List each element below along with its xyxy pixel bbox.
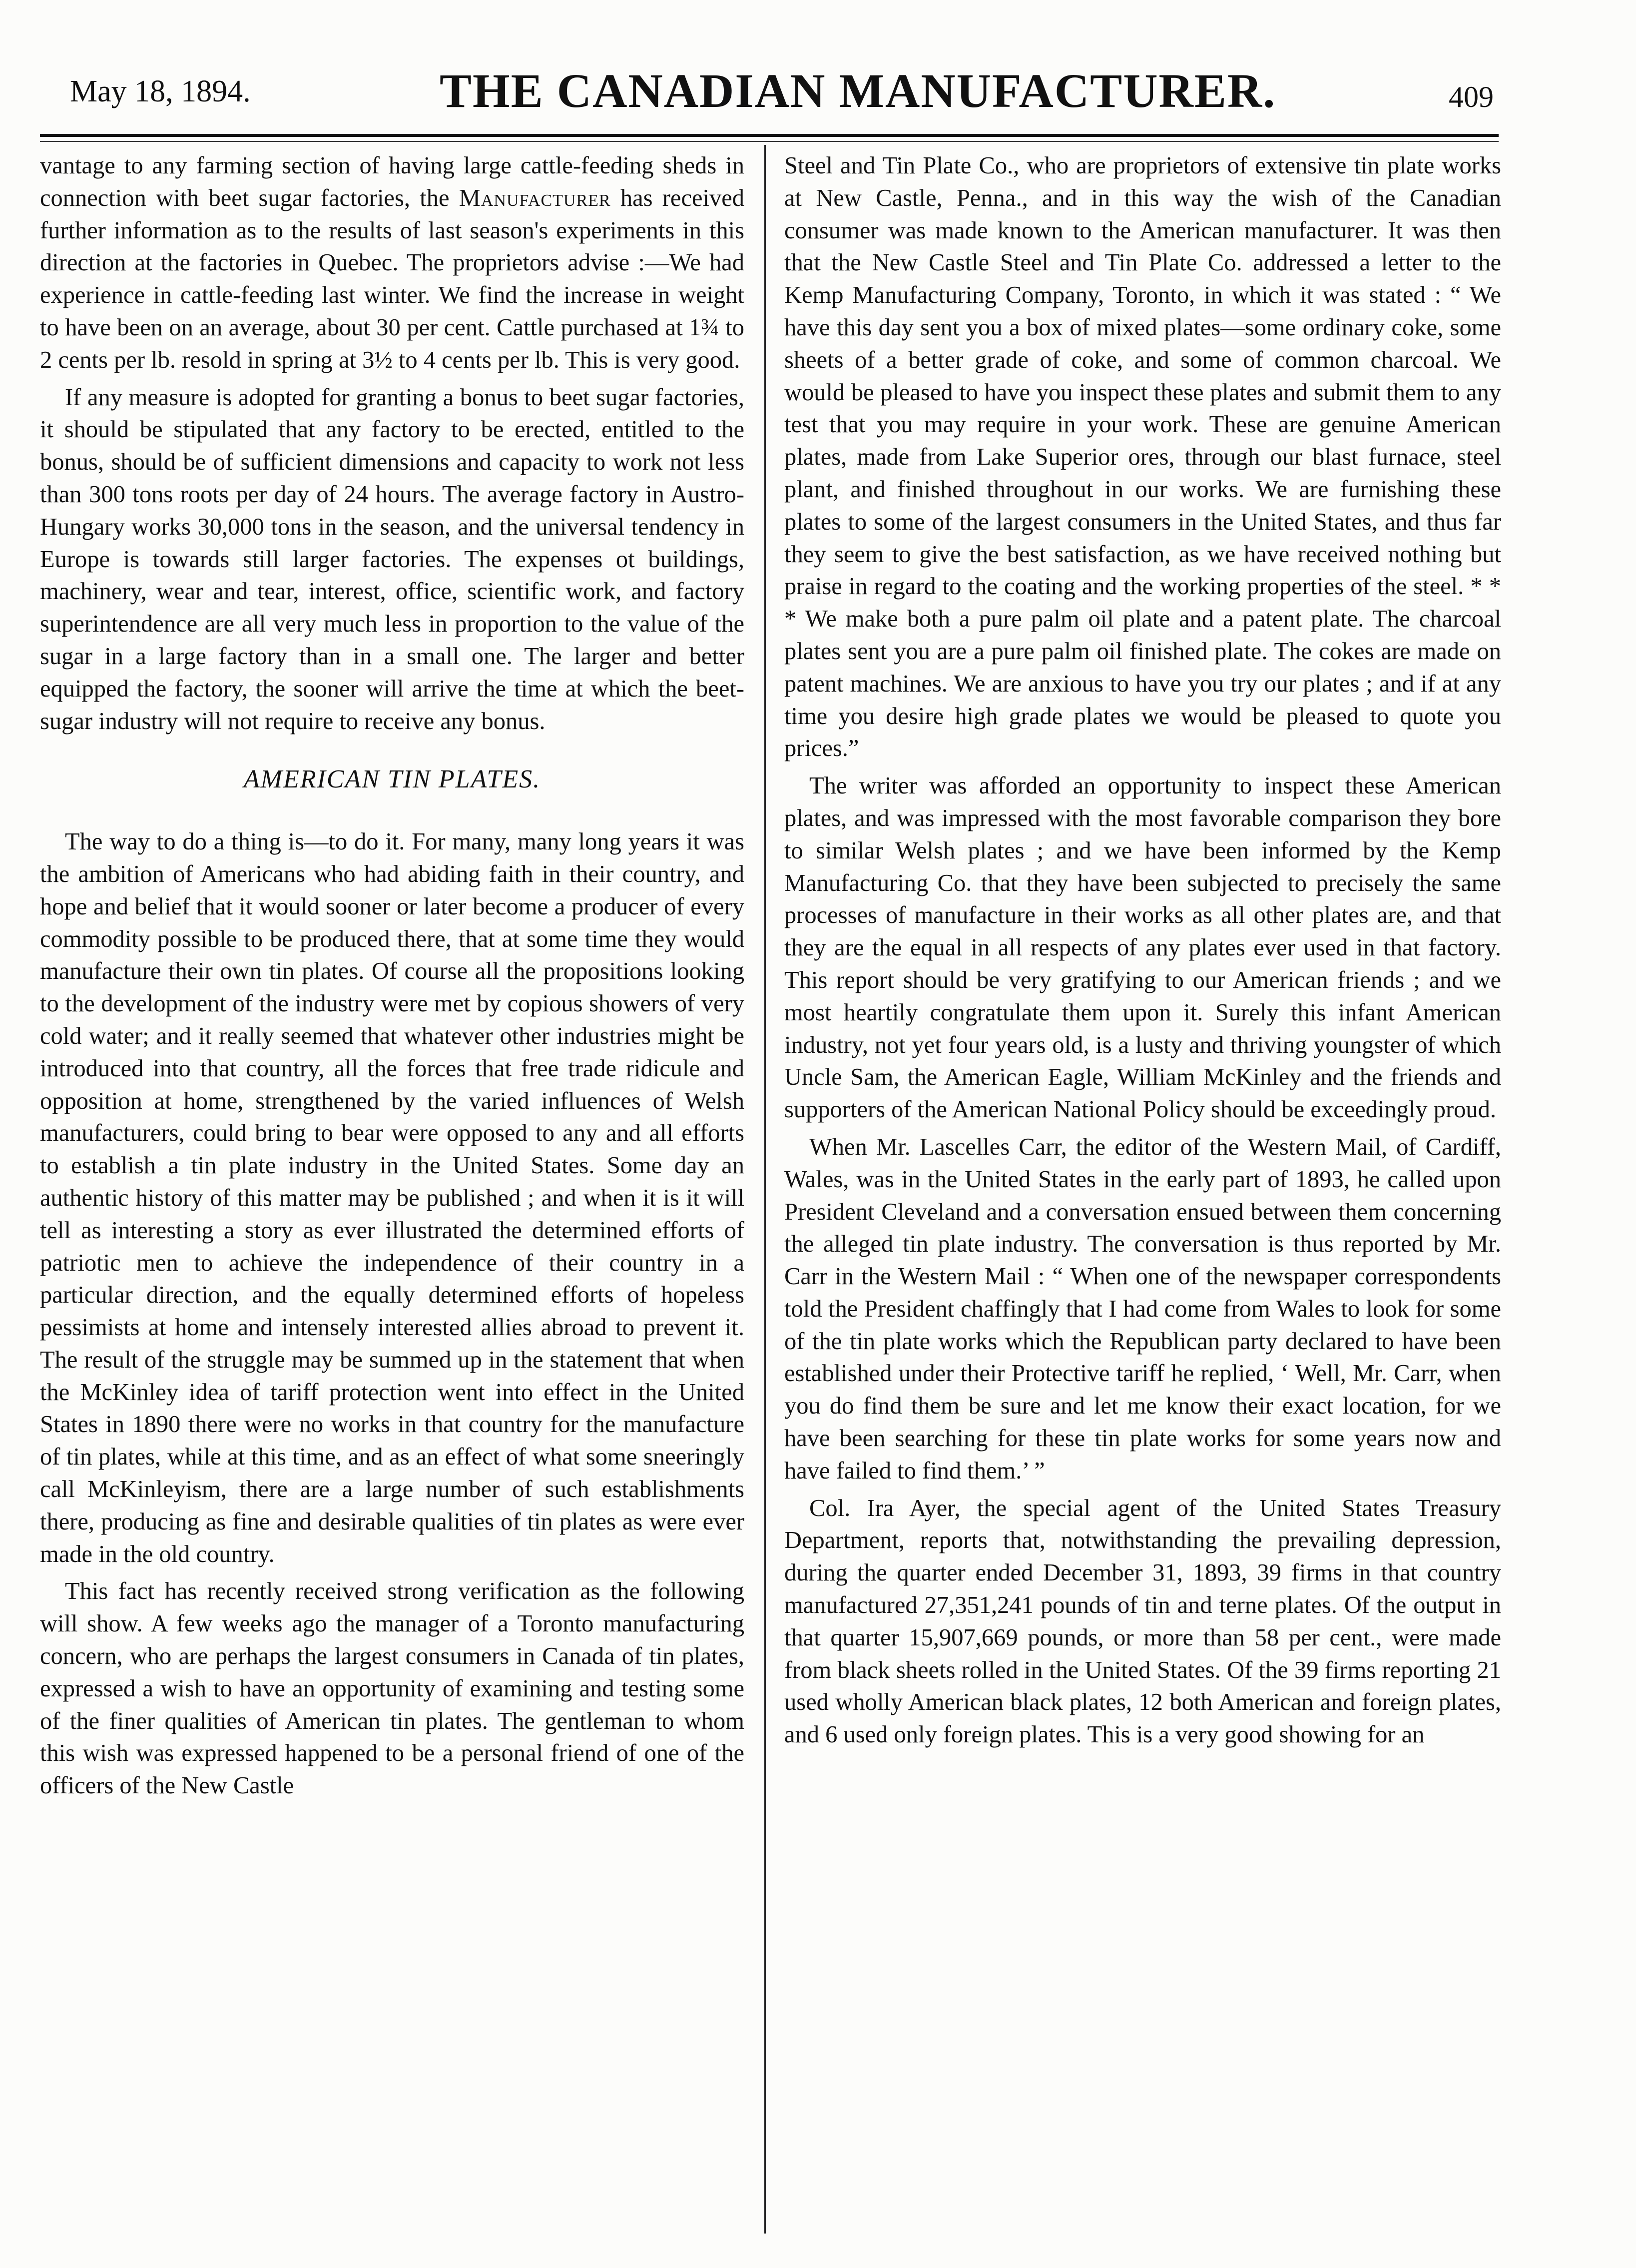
publication-name: Manufacturer [459, 184, 611, 211]
paragraph-writer-inspection: The writer was afforded an opportunity to inspect these American plates, and was impressed with the most favorable comparison they bore to similar Welsh plates ; and we have been informed by the Kemp Manufacturing Co. that they have been subjected to precisely the same processes of manufacture in their works as all other plates are, and that they are the equal in all respects of any plates ever used in that factory. This report should be very gratifying to our American friends ; and we most heartily congratulate them upon it. Surely this infant American industry, not yet four years old, is a lusty and thriving youngster of which Uncle Sam, the American Eagle, William McKinley and the friends and supporters of the American National Policy should be exceedingly proud. [784, 772, 1501, 1123]
column-divider [764, 145, 766, 2234]
paragraph-new-castle-letter: Steel and Tin Plate Co., who are proprietors of extensive tin plate works at New Castle, Penna., and in this way the wish of the Canadian consumer was made known to the American manufacturer. It was then that the New Castle Steel and Tin Plate Co. addressed a letter to the Kemp Manufacturing Company, Toronto, in which it was stated : “ We have this day sent you a box of mixed plates—some ordinary coke, some sheets of a better grade of coke, and some of common charcoal. We would be pleased to have you inspect these plates and submit them to any test that you may require in your work. These are genuine American plates, made from Lake Superior ores, through our blast furnace, steel plant, and finished throughout in our works. We are furnishing these plates to some of the largest consumers in the United States, and thus far they seem to give the best satisfaction, as we have received nothing but praise in regard to the coating and the working properties of the steel. * * * We make both a pure palm oil plate and a patent plate. The charcoal plates sent you are a pure palm oil finished plate. The cokes are made on patent machines. We are anxious to have you try our plates ; and if at any time you desire high grade plates we would be pleased to quote you prices.” [784, 152, 1501, 762]
issue-date: May 18, 1894. [70, 74, 251, 108]
header-rule [40, 134, 1499, 137]
paragraph-text: has received further information as to the results of last season's experiments in this direction at the factories in Quebec. The proprietors advise :—We had experience in cattle-feeding last winter. We find the increase in weight to have been on an average, about 30 per cent. Cattle purchased at 1¾ to 2 cents per lb. resold in spring at 3½ to 4 cents per lb. This is very good. [40, 184, 744, 373]
paragraph-lascelles-carr: When Mr. Lascelles Carr, the editor of the Western Mail, of Cardiff, Wales, was in the United States in the early part of 1893, he called upon President Cleveland and a conversation ensued between them concerning the alleged tin plate industry. The conversation is thus reported by Mr. Carr in the Western Mail : “ When one of the newspaper correspondents told the President chaffingly that I had come from Wales to look for some of the tin plate works which the Republican party declared to have been established under their Protective tariff he replied, ‘ Well, Mr. Carr, when you do find them be sure and let me know their exact location, for we have been searching for these tin plate works for some years now and have failed to find them.’ ” [784, 1133, 1501, 1484]
paragraph-tin-plates-intro: The way to do a thing is—to do it. For many, many long years it was the ambition of Americans who had abiding faith in their country, and hope and belief that it would sooner or later become a producer of every commodity possible to be produced there, that at some time they would manufacture their own tin plates. Of course all the propositions looking to the development of the industry were met by copious showers of very cold water; and it really seemed that whatever other industries might be introduced into that country, all the forces that free trade ridicule and opposition at home, strengthened by the varied influences of Welsh manufacturers, could bring to bear were opposed to any and all efforts to establish a tin plate industry in the United States. Some day an authentic history of this matter may be published ; and when it is it will tell as interesting a story as ever illustrated the determined efforts of patriotic men to achieve the independence of their country in a particular direction, and the equally determined efforts of hopeless pessimists at home and intensely interested allies abroad to prevent it. The result of the struggle may be summed up in the statement that when the McKinley idea of tariff protection went into effect in the United States in 1890 there were no works in that country for the manufacture of tin plates, while at this time, and as an effect of what some sneeringly call McKinleyism, there are a large number of such establishments there, producing as fine and desirable qualities of tin plates as were ever made in the old country. [40, 828, 744, 1567]
paragraph-ira-ayer: Col. Ira Ayer, the special agent of the United States Treasury Department, reports that, notwithstanding the prevailing depression, during the quarter ended December 31, 1893, 39 firms in that country manufactured 27,351,241 pounds of tin and terne plates. Of the output in that quarter 15,907,669 pounds, or more than 58 per cent., were made from black sheets rolled in the United States. Of the 39 firms reporting 21 used wholly American black plates, 12 both American and foreign plates, and 6 used only foreign plates. This is a very good showing for an [784, 1495, 1501, 1748]
page-number: 409 [1449, 80, 1494, 113]
right-column [784, 150, 1501, 1756]
paragraph-beet-sugar-cattle [40, 150, 744, 377]
publication-title: THE CANADIAN MANUFACTURER. [440, 64, 1276, 117]
section-heading: AMERICAN TIN PLATES. [243, 765, 541, 794]
left-column [40, 150, 744, 1807]
paragraph-bonus: If any measure is adopted for granting a bonus to beet sugar factories, it should be stipulated that any factory to be erected, entitled to the bonus, should be of sufficient dimensions and capacity to work not less than 300 tons roots per day of 24 hours. The average factory in Austro-Hungary works 30,000 tons in the season, and the universal tendency in Europe is towards still larger factories. The expenses ot buildings, machinery, wear and tear, interest, office, scientific work, and factory superintendence are all very much less in proportion to the value of the sugar in a large factory than in a small one. The larger and better equipped the factory, the sooner will arrive the time at which the beet-sugar industry will not require to receive any bonus. [40, 384, 744, 735]
paragraph-toronto-manager: This fact has recently received strong verification as the following will show. A few weeks ago the manager of a Toronto manufacturing concern, who are perhaps the largest consumers in Canada of tin plates, expressed a wish to have an opportunity of examining and testing some of the finer qualities of American tin plates. The gentleman to whom this wish was expressed happened to be a personal friend of one of the officers of the New Castle [40, 1578, 744, 1799]
header-rule-thin [40, 141, 1499, 142]
page-header [70, 60, 1494, 120]
paragraph-text: vantage to any farming section of having large cattle-feeding sheds in connection with beet sugar factories, the [40, 152, 744, 211]
